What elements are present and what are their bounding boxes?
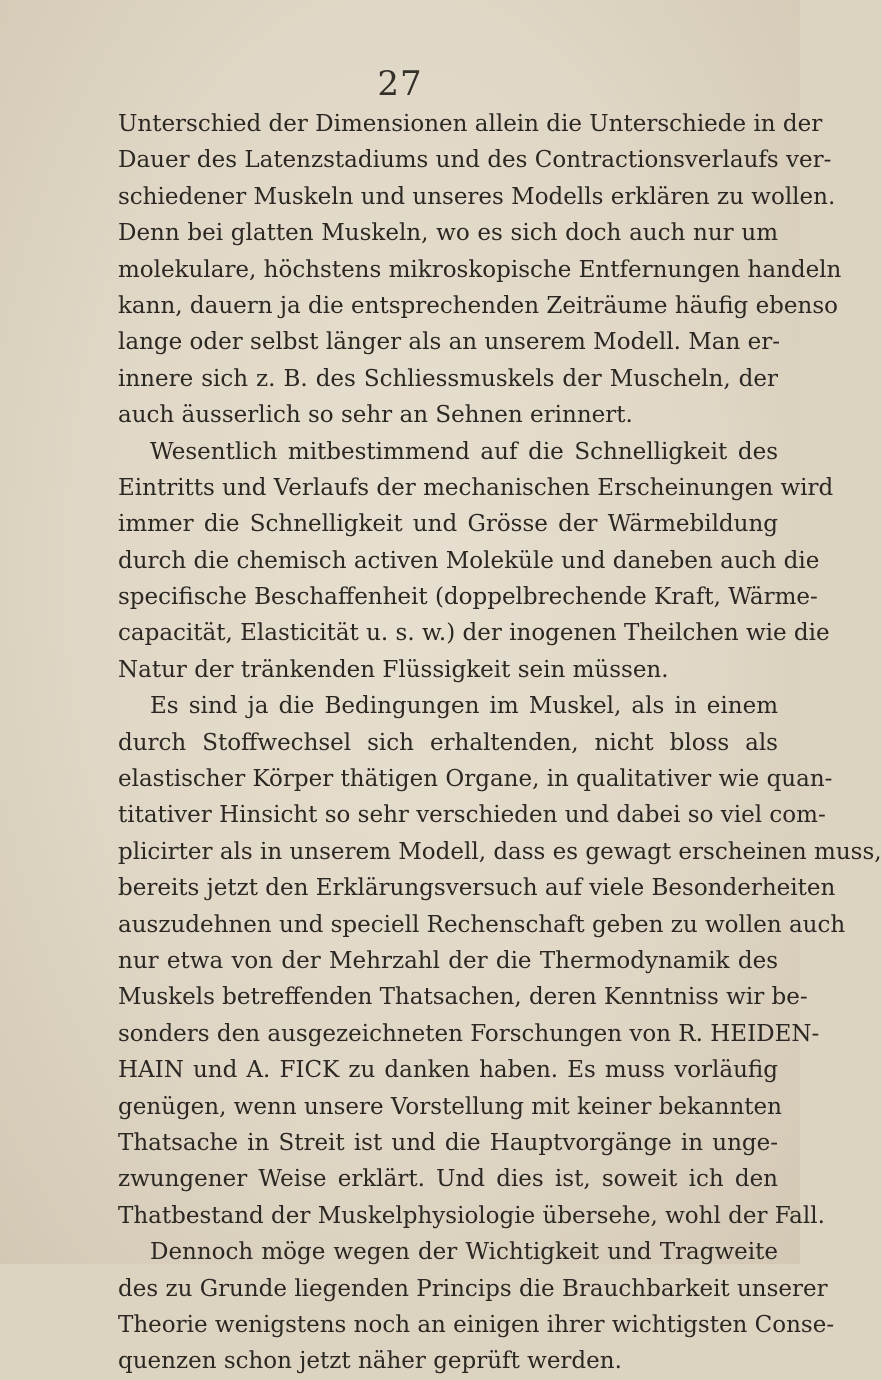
text-line: specifische Beschaffenheit (doppelbrechende Kraft, Wärme-: [118, 584, 818, 611]
text-line: Thatbestand der Muskelphysiologie übersehe, wohl der Fall.: [118, 1202, 825, 1229]
text-line: schiedener Muskeln und unseres Modells erklären zu wollen.: [118, 183, 836, 210]
text-line: molekulare, höchstens mikroskopische Entfernungen handeln: [118, 256, 842, 283]
text-line: genügen, wenn unsere Vorstellung mit keiner bekannten: [118, 1093, 782, 1120]
text-line: Eintritts und Verlaufs der mechanischen Erscheinungen wird: [118, 474, 834, 501]
text-line: Thatsache in Streit ist und die Hauptvorgänge in unge-: [118, 1129, 778, 1156]
text-line: nur etwa von der Mehrzahl der die Thermodynamik des: [118, 947, 778, 974]
text-line: titativer Hinsicht so sehr verschieden und dabei so viel com-: [118, 802, 826, 829]
text-line: plicirter als in unserem Modell, dass es gewagt erscheinen muss,: [118, 838, 882, 865]
text-line: elastischer Körper thätigen Organe, in qualitativer wie quan-: [118, 766, 833, 793]
text-line: sonders den ausgezeichneten Forschungen von R. HEIDEN-: [118, 1020, 820, 1047]
text-line: Es sind ja die Bedingungen im Muskel, als in einem: [150, 693, 778, 720]
text-line: HAIN und A. FICK zu danken haben. Es muss vorläufig: [118, 1057, 778, 1084]
text-line: zwungener Weise erklärt. Und dies ist, soweit ich den: [118, 1166, 778, 1193]
text-line: bereits jetzt den Erklärungsversuch auf viele Besonderheiten: [118, 875, 836, 902]
text-line: Muskels betreffenden Thatsachen, deren Kenntniss wir be-: [118, 984, 808, 1011]
text-line: innere sich z. B. des Schliessmuskels der Muscheln, der: [118, 365, 778, 392]
text-line: Natur der tränkenden Flüssigkeit sein müssen.: [118, 656, 669, 683]
text-line: immer die Schnelligkeit und Grösse der Wärmebildung: [118, 511, 778, 538]
page-number: 27: [377, 64, 423, 104]
text-line: quenzen schon jetzt näher geprüft werden.: [118, 1348, 622, 1375]
text-line: Wesentlich mitbestimmend auf die Schnelligkeit des: [150, 438, 778, 465]
text-line: lange oder selbst länger als an unserem Modell. Man er-: [118, 329, 781, 356]
text-line: auch äusserlich so sehr an Sehnen erinnert.: [118, 402, 633, 429]
text-line: kann, dauern ja die entsprechenden Zeiträume häufig ebenso: [118, 292, 838, 319]
text-line: Denn bei glatten Muskeln, wo es sich doch auch nur um: [118, 220, 778, 247]
text-line: Unterschied der Dimensionen allein die Unterschiede in der: [118, 111, 823, 137]
body-text: [118, 106, 882, 1380]
text-line: capacität, Elasticität u. s. w.) der inogenen Theilchen wie die: [118, 620, 830, 647]
text-line: durch die chemisch activen Moleküle und daneben auch die: [118, 547, 820, 574]
text-line: Dennoch möge wegen der Wichtigkeit und Tragweite: [150, 1239, 778, 1266]
text-line: durch Stoffwechsel sich erhaltenden, nicht bloss als: [118, 729, 778, 756]
text-line: auszudehnen und speciell Rechenschaft geben zu wollen auch: [118, 911, 846, 938]
text-line: Dauer des Latenzstadiums und des Contractionsverlaufs ver-: [118, 147, 832, 174]
text-line: des zu Grunde liegenden Princips die Brauchbarkeit unserer: [118, 1275, 828, 1302]
text-line: Theorie wenigstens noch an einigen ihrer wichtigsten Conse-: [118, 1311, 835, 1338]
